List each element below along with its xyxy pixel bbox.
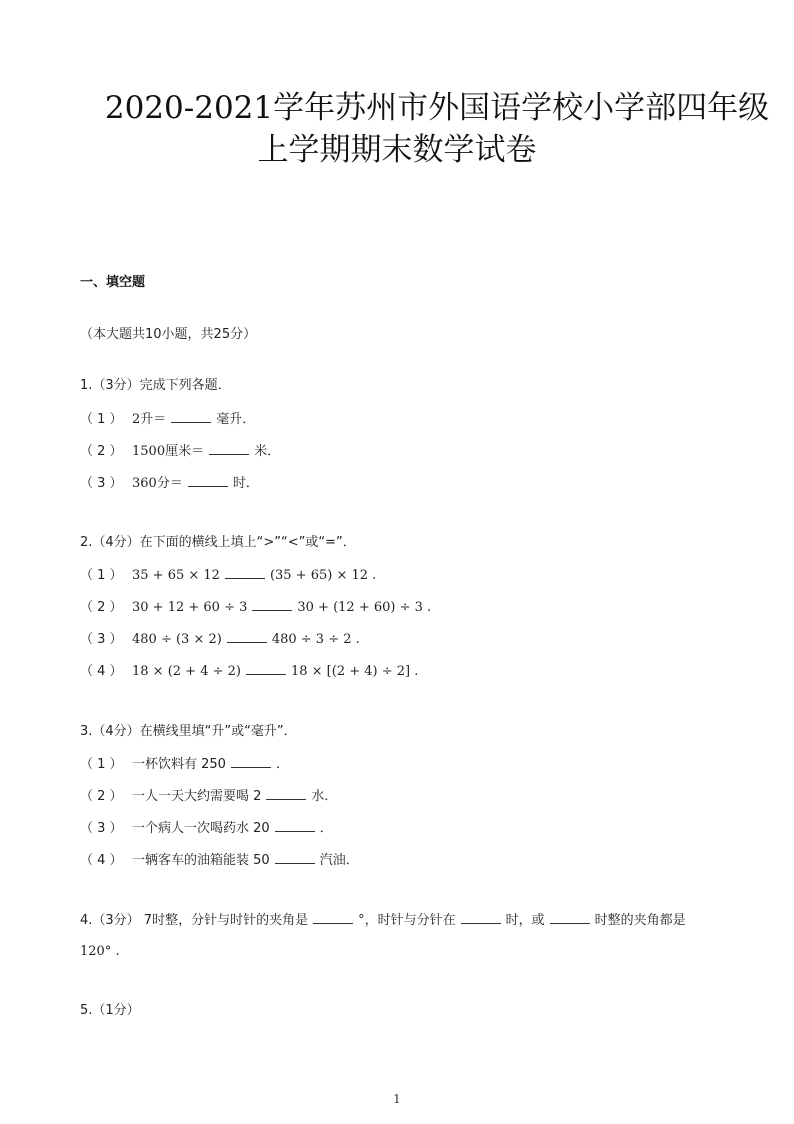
item-text: 汽油． (319, 853, 359, 868)
q4-line2: 120° . (80, 944, 120, 959)
item-text: 毫升． (216, 412, 256, 427)
q4-text: °，时针与分针在 (358, 913, 456, 928)
expression: 35 + 65 × 12 (132, 568, 220, 583)
item-text: 一辆客车的油箱能装 50 (132, 853, 270, 868)
answer-blank[interactable] (246, 662, 286, 675)
item-label: （ 1 ） (80, 412, 123, 427)
q1-item-1 (80, 410, 255, 429)
q2-item-1 (80, 566, 376, 585)
answer-blank[interactable] (227, 630, 267, 643)
item-text: 360分＝ (132, 476, 183, 491)
expression: 18 × (2 + 4 ÷ 2) (132, 664, 241, 679)
answer-blank[interactable] (188, 474, 228, 487)
q4-line1 (80, 911, 686, 930)
item-text: 一个病人一次喝药水 20 (132, 821, 270, 836)
answer-blank[interactable] (209, 442, 249, 455)
answer-blank[interactable] (266, 787, 306, 800)
q2-item-2 (80, 598, 431, 617)
q2-item-4 (80, 662, 418, 681)
page-number: 1 (393, 1092, 401, 1106)
answer-blank[interactable] (252, 598, 292, 611)
item-label: （ 1 ） (80, 757, 123, 772)
expression: 480 ÷ 3 ÷ 2 . (271, 632, 360, 647)
q3-item-4 (80, 851, 359, 870)
expression: 30 + (12 + 60) ÷ 3 . (297, 600, 432, 615)
q1-item-2 (80, 442, 280, 461)
q3-item-2 (80, 787, 337, 806)
expression: 480 ÷ (3 × 2) (132, 632, 222, 647)
item-label: （ 3 ） (80, 632, 123, 647)
q3-heading: 3.（4分）在横线里填“升”或“毫升”． (80, 724, 297, 739)
answer-blank[interactable] (171, 410, 211, 423)
answer-blank[interactable] (231, 755, 271, 768)
q2-item-3 (80, 630, 360, 649)
q3-item-3 (80, 819, 333, 838)
item-text: 时． (232, 476, 259, 491)
q3-item-1 (80, 755, 289, 774)
expression: 18 × [(2 + 4) ÷ 2] . (290, 664, 419, 679)
q4-text: 时整的夹角都是 (594, 913, 686, 928)
item-text: 一杯饮料有 250 (132, 757, 226, 772)
item-label: （ 3 ） (80, 476, 123, 491)
item-text: 水． (311, 789, 338, 804)
expression: (35 + 65) × 12 . (269, 568, 377, 583)
section-note: （本大题共10小题，共25分） (80, 327, 257, 342)
item-label: （ 4 ） (80, 853, 123, 868)
item-text: ． (319, 821, 333, 836)
item-label: （ 2 ） (80, 600, 123, 615)
item-text: 米． (254, 444, 281, 459)
item-label: （ 4 ） (80, 664, 123, 679)
exam-title-line1: 2020-2021学年苏州市外国语学校小学部四年级 (104, 90, 770, 126)
item-text: 一人一天大约需要喝 2 (132, 789, 262, 804)
item-text: ． (275, 757, 289, 772)
answer-blank[interactable] (550, 911, 590, 924)
item-label: （ 1 ） (80, 568, 123, 583)
q2-heading: 2.（4分）在下面的横线上填上“>”“<”或“=”． (80, 535, 356, 550)
answer-blank[interactable] (313, 911, 353, 924)
exam-title-line2: 上学期期末数学试卷 (257, 132, 537, 168)
q4-text: 4.（3分） 7时整，分针与时针的夹角是 (80, 913, 309, 928)
q4-text: 时，或 (505, 913, 545, 928)
item-label: （ 3 ） (80, 821, 123, 836)
item-label: （ 2 ） (80, 444, 123, 459)
q1-item-3 (80, 474, 259, 493)
item-text: 2升＝ (132, 412, 167, 427)
answer-blank[interactable] (275, 851, 315, 864)
section-heading: 一、填空题 (80, 275, 146, 290)
answer-blank[interactable] (275, 819, 315, 832)
item-label: （ 2 ） (80, 789, 123, 804)
answer-blank[interactable] (225, 566, 265, 579)
expression: 30 + 12 + 60 ÷ 3 (132, 600, 248, 615)
q5-heading: 5.（1分） (80, 1003, 140, 1018)
item-text: 1500厘米＝ (132, 444, 205, 459)
answer-blank[interactable] (461, 911, 501, 924)
q1-heading: 1.（3分）完成下列各题． (80, 378, 231, 393)
